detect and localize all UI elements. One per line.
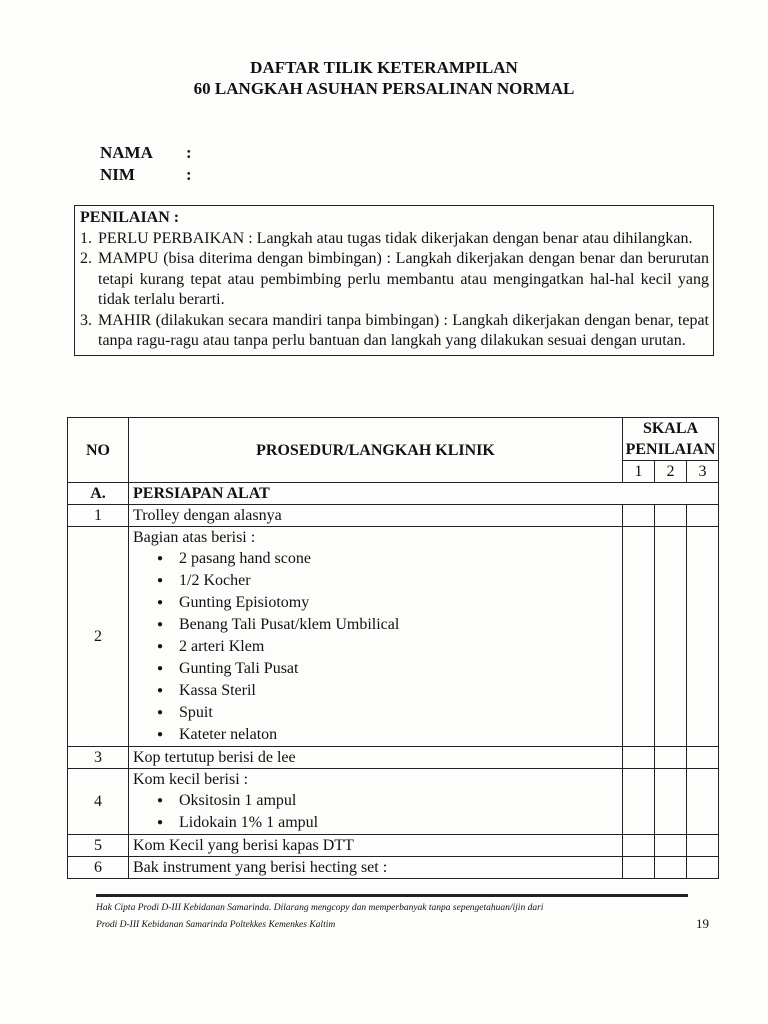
scale-2: 2 bbox=[655, 461, 687, 483]
list-item: ● Benang Tali Pusat/klem Umbilical bbox=[179, 614, 618, 636]
header-procedure: PROSEDUR/LANGKAH KLINIK bbox=[129, 418, 623, 483]
row-text: Bagian atas berisi : bbox=[133, 529, 256, 546]
name-colon: : bbox=[186, 143, 192, 162]
row-text: Bak instrument yang berisi hecting set : bbox=[129, 857, 623, 879]
list-item: ● 1/2 Kocher bbox=[179, 570, 618, 592]
score-cell[interactable] bbox=[655, 769, 687, 835]
bullet-list bbox=[133, 548, 618, 746]
row-no: 2 bbox=[68, 527, 129, 747]
score-cell[interactable] bbox=[655, 857, 687, 879]
row-no: 3 bbox=[68, 747, 129, 769]
list-item: ● 2 arteri Klem bbox=[179, 636, 618, 658]
page-number: 19 bbox=[696, 916, 709, 931]
assessment-item: 1. PERLU PERBAIKAN : Langkah atau tugas tidak dikerjakan dengan benar atau dihilangkan. bbox=[80, 229, 693, 247]
score-cell[interactable] bbox=[623, 769, 655, 835]
row-text: Kom Kecil yang berisi kapas DTT bbox=[129, 835, 623, 857]
row-no: 4 bbox=[68, 769, 129, 835]
title-line-2: 60 LANGKAH ASUHAN PERSALINAN NORMAL bbox=[193, 79, 575, 98]
section-no: A. bbox=[68, 483, 129, 505]
score-cell[interactable] bbox=[687, 747, 719, 769]
header-scale: SKALA PENILAIAN bbox=[623, 418, 719, 461]
list-item: ● Gunting Episiotomy bbox=[179, 592, 618, 614]
list-item: ● Spuit bbox=[179, 702, 618, 724]
score-cell[interactable] bbox=[655, 835, 687, 857]
list-item: ● Kassa Steril bbox=[179, 680, 618, 702]
section-title: PERSIAPAN ALAT bbox=[129, 483, 719, 505]
score-cell[interactable] bbox=[655, 527, 687, 747]
row-text: Trolley dengan alasnya bbox=[129, 505, 623, 527]
score-cell[interactable] bbox=[687, 857, 719, 879]
nim-colon: : bbox=[186, 165, 192, 184]
score-cell[interactable] bbox=[687, 835, 719, 857]
section-row bbox=[68, 483, 719, 505]
table-row bbox=[68, 857, 719, 879]
list-item: ● Lidokain 1% 1 ampul bbox=[179, 812, 618, 834]
nim-label: NIM bbox=[100, 165, 135, 184]
table-row bbox=[68, 747, 719, 769]
score-cell[interactable] bbox=[623, 505, 655, 527]
header-no: NO bbox=[68, 418, 129, 483]
row-content bbox=[129, 527, 623, 747]
score-cell[interactable] bbox=[623, 857, 655, 879]
row-no: 6 bbox=[68, 857, 129, 879]
row-no: 5 bbox=[68, 835, 129, 857]
table-row bbox=[68, 835, 719, 857]
scale-1: 1 bbox=[623, 461, 655, 483]
title-line-1: DAFTAR TILIK KETERAMPILAN bbox=[250, 58, 518, 77]
name-label: NAMA bbox=[100, 143, 153, 162]
assessment-list bbox=[80, 229, 709, 352]
table-row bbox=[68, 527, 719, 747]
row-text: Kop tertutup berisi de lee bbox=[129, 747, 623, 769]
score-cell[interactable] bbox=[623, 747, 655, 769]
footer-divider bbox=[96, 894, 688, 897]
score-cell[interactable] bbox=[623, 835, 655, 857]
score-cell[interactable] bbox=[687, 505, 719, 527]
footer-line-1: Hak Cipta Prodi D-III Kebidanan Samarinda. Dilarang mengcopy dan memperbanyak tanpa sepengetahuan/ijin dari bbox=[96, 903, 544, 913]
assessment-box bbox=[74, 205, 714, 356]
score-cell[interactable] bbox=[687, 769, 719, 835]
row-text: Kom kecil berisi : bbox=[133, 771, 249, 788]
document-title bbox=[0, 57, 768, 99]
row-content bbox=[129, 769, 623, 835]
row-no: 1 bbox=[68, 505, 129, 527]
scale-3: 3 bbox=[687, 461, 719, 483]
list-item: ● Kateter nelaton bbox=[179, 724, 618, 746]
score-cell[interactable] bbox=[623, 527, 655, 747]
list-item: ● 2 pasang hand scone bbox=[179, 548, 618, 570]
table-row bbox=[68, 769, 719, 835]
score-cell[interactable] bbox=[655, 747, 687, 769]
student-identity bbox=[100, 142, 192, 186]
footer-line-2: Prodi D-III Kebidanan Samarinda Poltekkes Kemenkes Kaltim bbox=[96, 920, 336, 930]
bullet-list bbox=[133, 790, 618, 834]
list-item: ● Gunting Tali Pusat bbox=[179, 658, 618, 680]
checklist-table bbox=[67, 417, 719, 879]
assessment-heading: PENILAIAN : bbox=[80, 209, 180, 226]
assessment-item: 2. MAMPU (bisa diterima dengan bimbingan) : Langkah dikerjakan dengan benar dan berurutan tetapi kurang tepat atau pembimbing perlu membantu atau mengingatkan hal-hal kecil yang tidak terlalu berarti. bbox=[80, 250, 709, 308]
score-cell[interactable] bbox=[655, 505, 687, 527]
score-cell[interactable] bbox=[687, 527, 719, 747]
table-row bbox=[68, 505, 719, 527]
assessment-item: 3. MAHIR (dilakukan secara mandiri tanpa bimbingan) : Langkah dikerjakan dengan benar, tepat tanpa ragu-ragu atau tanpa perlu bantuan dan langkah yang dilakukan sesuai dengan urutan. bbox=[80, 311, 709, 349]
list-item: ● Oksitosin 1 ampul bbox=[179, 790, 618, 812]
table-header-row bbox=[68, 418, 719, 461]
copyright-footer bbox=[96, 900, 656, 934]
